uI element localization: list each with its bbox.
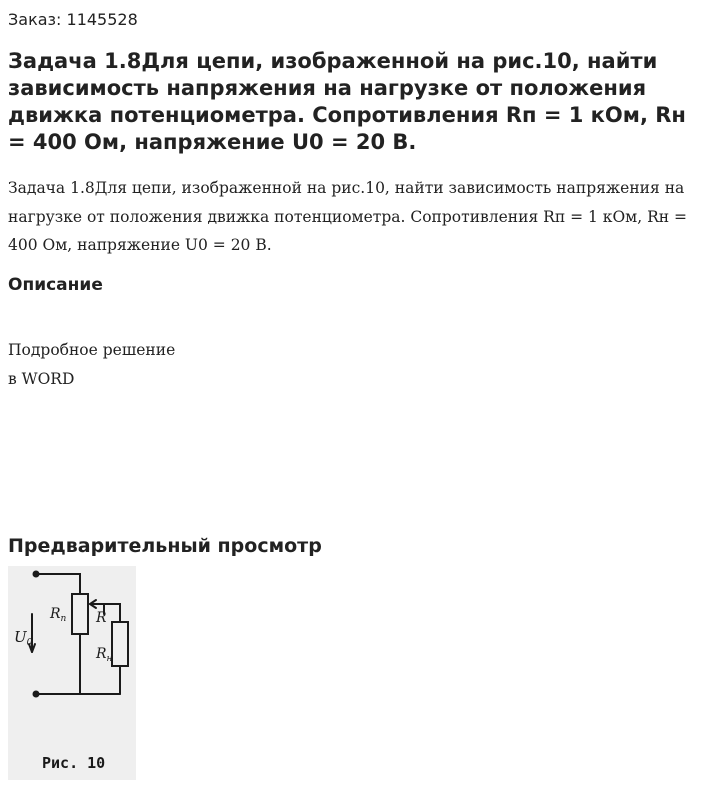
task-text: Задача 1.8Для цепи, изображенной на рис.10, найти зависимость напряжения на нагрузке от положения движка потенциометра. Сопротивления Rп = 1 кОм, Rн = 400 Ом, напряжение U0 = 20 В. <box>8 179 688 254</box>
top-wire <box>36 574 80 594</box>
description-heading: Описание <box>8 275 103 295</box>
label-u0: $U_0$ <box>14 628 33 648</box>
potentiometer-rp <box>72 594 88 634</box>
description-line-2: в WORD <box>8 369 75 388</box>
label-rn: $R_н$ <box>96 646 113 664</box>
task-title: Задача 1.8Для цепи, изображенной на рис.10, найти зависимость напряжения на нагрузке от положения движка потенциометра. Сопротивления Rп = 1 кОм, Rн = 400 Ом, напряжение U0 = 20 В. <box>8 49 686 154</box>
description-line-1: Подробное решение <box>8 341 176 359</box>
order-number: Заказ: 1145528 <box>8 10 138 29</box>
bottom-terminal <box>34 692 39 697</box>
circuit-preview-image <box>8 566 136 780</box>
circuit-diagram <box>8 566 136 780</box>
preview-heading: Предварительный просмотр <box>8 535 322 557</box>
description-text <box>8 336 175 393</box>
label-r: R <box>96 610 107 626</box>
load-resistor-rn <box>112 622 128 666</box>
label-rp: $R_п$ <box>50 606 67 624</box>
figure-caption: Рис. 10 <box>42 754 106 772</box>
